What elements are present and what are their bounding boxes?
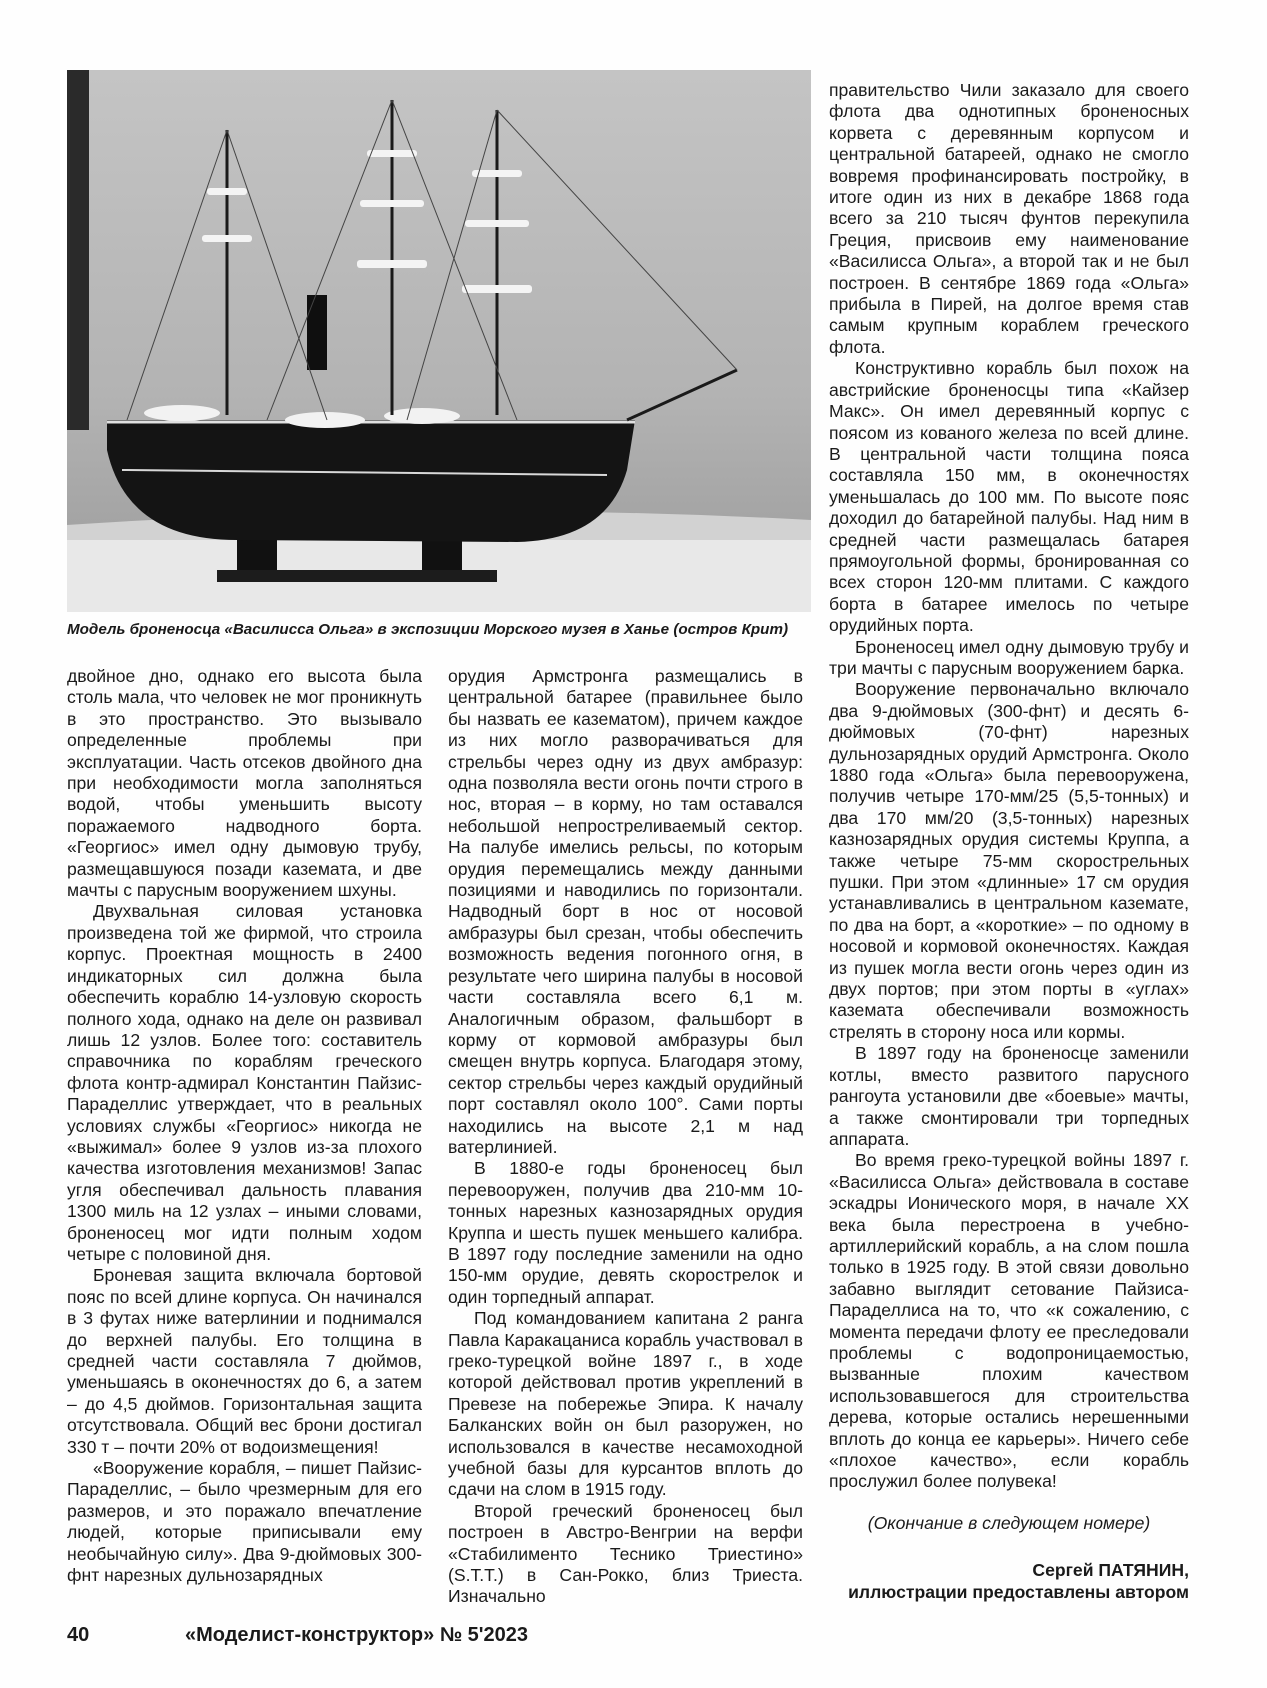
- ship-model-photo: [67, 70, 811, 612]
- magazine-issue: «Моделист-конструктор» № 5'2023: [185, 1624, 529, 1646]
- ship-model-illustration: [67, 70, 811, 612]
- paragraph: Двухвальная силовая установка произведена той же фирмой, что строила корпус. Проектная мощность в 2400 индикаторных сил должна была обеспечить кораблю 14-узловую скорость полного хода, однако на деле он развивал лишь 12 узлов. Более того: составитель справочника по кораблям греческого флота контр-адмирал Константин Пайзис-Параделлис утверждает, что в реальных условиях службы «Георгиос» никогда не «выжимал» более 9 узлов из-за плохого качества изготовления механизмов! Запас угля обеспечивал дальность плавания 1300 миль на 12 узлах – иными словами, броненосец мог идти полным ходом четыре с половиной дня.: [67, 901, 422, 1264]
- paragraph: «Вооружение корабля, – пишет Пайзис-Параделлис, – было чрезмерным для его размеров, и это поражало впечатление людей, которые приписывали ему необычайную силу». Два 9-дюймовых 300-фнт нарезных дульнозарядных: [67, 1458, 422, 1586]
- text-column-1: [67, 666, 422, 1586]
- paragraph: Вооружение первоначально включало два 9-дюймовых (300-фнт) и десять 6-дюймовых (70-фнт) нарезных дульнозарядных орудий Армстронга. Около 1880 года «Ольга» была перевооружена, получив четыре 170-мм/25 (5,5-тонных) и два 170 мм/20 (3,5-тонных) нарезных казнозарядных орудия системы Круппа, а также четыре 75-мм скорострельных пушки. При этом «длинные» 17 см орудия устанавливались в центральном каземате, по два на борт, а «короткие» – по одному в носовой и кормовой оконечностях. Каждая из пушек могла вести огонь через один из двух портов; при этом порты в «углах» каземата обеспечивали возможность стрелять в сторону носа или кормы.: [829, 679, 1189, 1042]
- continuation-note: (Окончание в следующем номере): [867, 1512, 1151, 1533]
- paragraph: Второй греческий броненосец был построен в Австро-Венгрии на верфи «Стабилименто Теснико Триестино» (S.T.T.) в Сан-Рокко, близ Триеста. Изначально: [448, 1500, 803, 1607]
- paragraph: Во время греко-турецкой войны 1897 г. «Василисса Ольга» действовала в составе эскадры Ионического моря, в начале XX века была перестроена в учебно-артиллерийский корабль, а на слом пошла только в 1925 году. В этой связи довольно забавно выглядит сетование Пайзиса-Параделлиса на то, что «к сожалению, с момента передачи флоту ее преследовали проблемы с водопроницаемостью, вызванные плохим качеством использовавшегося для строительства дерева, которые остались нерешенными вплоть до конца ее карьеры». Ничего себе «плохое качество», если корабль прослужил более полувека!: [829, 1150, 1189, 1492]
- paragraph: правительство Чили заказало для своего флота два однотипных броненосных корвета с деревянным корпусом и центральной батареей, однако не смогло вовремя профинансировать постройку, в итоге один из них в декабре 1868 года всего за 210 тысяч фунтов перекупила Греция, присвоив ему наименование «Василисса Ольга», а второй так и не был построен. В сентябре 1869 года «Ольга» прибыла в Пирей, на долгое время став самым крупным кораблем греческого флота.: [829, 80, 1189, 357]
- text-column-3: [829, 80, 1189, 1603]
- paragraph: Броневая защита включала бортовой пояс по всей длине корпуса. Он начинался в 3 футах ниже ватерлинии и поднимался до верхней палубы. Его толщина в средней части составляла 7 дюймов, уменьшаясь в оконечностях до 6, а затем – до 4,5 дюймов. Горизонтальная защита отсутствовала. Общий вес брони достигал 330 т – почти 20% от водоизмещения!: [67, 1265, 422, 1457]
- illustration-credits: иллюстрации предоставлены автором: [848, 1581, 1189, 1602]
- page-footer: [67, 1624, 767, 1654]
- paragraph: В 1880-е годы броненосец был перевооружен, получив два 210-мм 10-тонных нарезных казнозарядных орудия Круппа и шесть пушек меньшего калибра. В 1897 году последние заменили на одно 150-мм орудие, девять скорострелок и один торпедный аппарат.: [448, 1158, 803, 1307]
- page-number: 40: [67, 1624, 90, 1646]
- author-name: Сергей ПАТЯНИН,: [1032, 1560, 1189, 1581]
- paragraph: Броненосец имел одну дымовую трубу и три мачты с парусным вооружением барка.: [829, 636, 1189, 678]
- paragraph: двойное дно, однако его высота была столь мала, что человек не мог проникнуть в это пространство. Это вызывало определенные проблемы при эксплуатации. Часть отсеков двойного дна при необходимости могла заполняться водой, чтобы уменьшить высоту поражаемого надводного борта. «Георгиос» имел одну дымовую трубу, размещавшуюся позади каземата, и две мачты с парусным вооружением шхуны.: [67, 666, 422, 901]
- paragraph: Под командованием капитана 2 ранга Павла Каракацаниса корабль участвовал в греко-турецкой войне 1897 г., в ходе которой действовал против укреплений в Превезе на побережье Эпира. К началу Балканских войн он был разоружен, но использовался в качестве несамоходной учебной базы для курсантов вплоть до сдачи на слом в 1915 году.: [448, 1308, 803, 1500]
- text-column-2: [448, 666, 803, 1608]
- paragraph: Конструктивно корабль был похож на австрийские броненосцы типа «Кайзер Макс». Он имел деревянный корпус с поясом из кованого железа по всей длине. В центральной части толщина пояса составляла 150 мм, в оконечностях уменьшалась до 100 мм. По высоте пояс доходил до батарейной палубы. Над ним в средней части размещалась батарея прямоугольной формы, бронированная со всех сторон 120-мм плитами. С каждого борта в батарее имелось по четыре орудийных порта.: [829, 358, 1189, 636]
- paragraph: орудия Армстронга размещались в центральной батарее (правильнее было бы назвать ее казематом), причем каждое из них могло разворачиваться для стрельбы через одну из двух амбразур: одна позволяла вести огонь почти строго в нос, вторая – в корму, но там оставался небольшой непростреливаемый сектор. На палубе имелись рельсы, по которым орудия перемещались между данными позициями и наводились по горизонтали. Надводный борт в нос от носовой амбразуры был срезан, чтобы обеспечить возможность ведения погонного огня, в результате чего ширина палубы в носовой части составляла всего 6,1 м. Аналогичным образом, фальшборт в корму от кормовой амбразуры был смещен внутрь корпуса. Благодаря этому, сектор стрельбы через каждый орудийный порт составлял около 100°. Сами порты находились на высоте 2,1 м над ватерлинией.: [448, 666, 803, 1157]
- paragraph: В 1897 году на броненосце заменили котлы, вместо развитого парусного рангоута установили две «боевые» мачты, а также смонтировали три торпедных аппарата.: [829, 1043, 1189, 1149]
- figure-caption: Модель броненосца «Василисса Ольга» в экспозиции Морского музея в Ханье (остров Крит): [67, 621, 789, 638]
